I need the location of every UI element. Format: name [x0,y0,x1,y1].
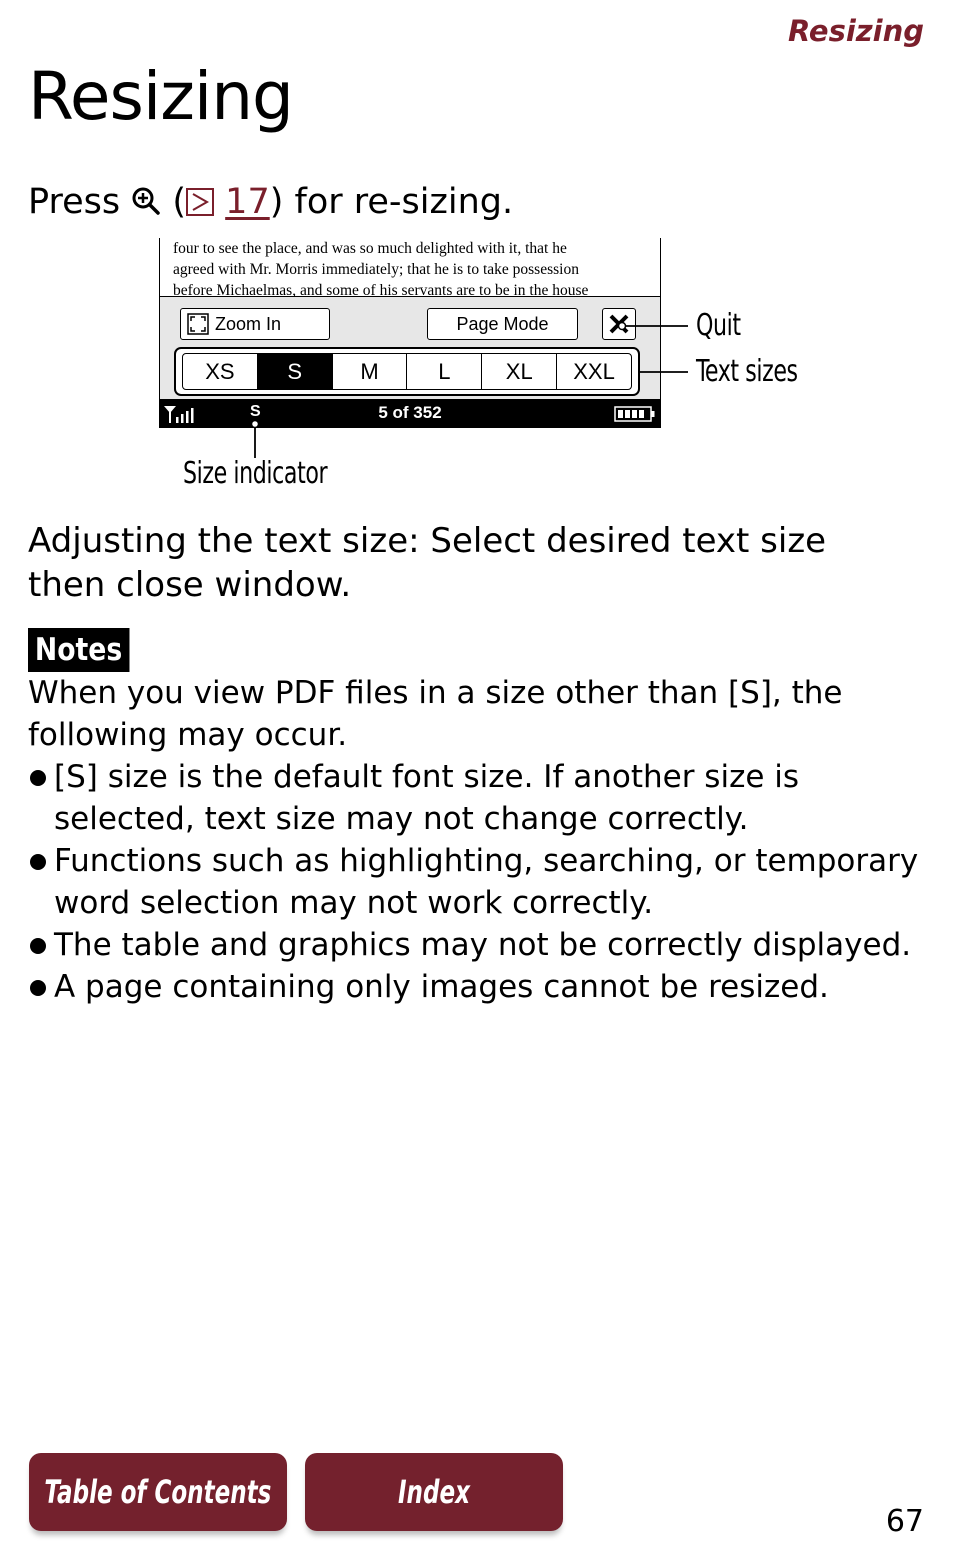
size-indicator: S [250,403,261,420]
quit-callout-label: Quit [696,308,741,343]
list-item: A page containing only images cannot be resized. [28,966,928,1008]
press-text-end: ) for re-sizing. [269,182,514,222]
notes-intro: When you view PDF files in a size other than [S], the following may occur. [28,675,843,753]
page-title: Resizing [28,58,293,135]
size-indicator-callout-label: Size indicator [183,456,328,491]
size-option-xxl[interactable]: XXL [573,358,615,384]
book-line: before Michaelmas, and some of his servants are to be in the house [173,282,589,296]
table-of-contents-button[interactable] [29,1453,287,1531]
page-17-link[interactable]: 17 [225,182,270,222]
page-mode-label: Page Mode [456,313,549,334]
size-option-l[interactable]: L [407,354,482,389]
zoom-in-label: Zoom In [215,313,282,334]
notes-badge: Notes [28,628,129,672]
notes-list [28,756,928,1008]
table-of-contents-label: Table of Contents [44,1473,272,1511]
size-option-xl[interactable]: XL [482,354,557,389]
list-item: Functions such as highlighting, searching, or temporary word selection may not work correctly. [28,840,928,924]
list-item: The table and graphics may not be correctly displayed. [28,924,928,966]
press-text: Press [28,182,132,222]
index-button[interactable] [305,1453,563,1531]
device-screenshot-figure [0,0,954,500]
list-item: [S] size is the default font size. If another size is selected, text size may not change correctly. [28,756,928,840]
book-line: agreed with Mr. Morris immediately; that he is to take possession [173,261,579,278]
adjust-instruction: Adjusting the text size: Select desired text size then close window. [28,521,827,605]
book-line: four to see the place, and was so much delighted with it, that he [173,240,567,257]
page-number: 67 [885,1504,924,1539]
text-sizes-callout-label: Text sizes [696,354,798,389]
size-option-m[interactable]: M [333,354,408,389]
size-option-xs[interactable]: XS [183,354,258,389]
header-section-title: Resizing [788,14,924,48]
index-label: Index [398,1473,470,1511]
page-counter: 5 of 352 [378,403,442,422]
open-paren: ( [161,182,187,222]
callout-lines [0,0,954,500]
size-option-s[interactable]: S [258,354,333,389]
